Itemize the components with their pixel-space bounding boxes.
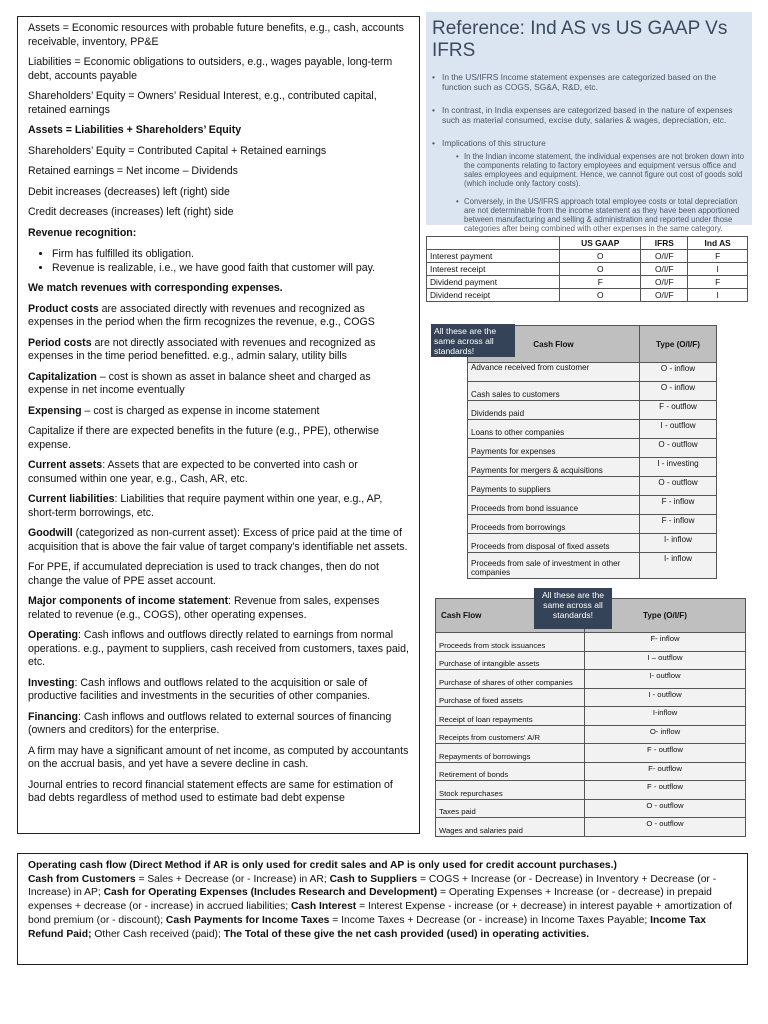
liabilities-definition: Liabilities = Economic obligations to outsiders, e.g., wages payable, long-term debt, accounts payable (28, 56, 393, 82)
cash-flow-item: Proceeds from stock issuances (436, 633, 585, 652)
column-header (427, 237, 560, 250)
table-row (436, 781, 746, 800)
cash-flow-item: Payments to suppliers (468, 477, 640, 496)
definition: are associated directly with revenues and recognized as expenses in the period when the firm recognizes the revenue, e.g., COGS (28, 302, 375, 328)
term: Product costs (28, 302, 99, 315)
term: Operating (28, 629, 79, 641)
cash-flow-item: Repayments of borrowings (436, 744, 585, 763)
cash-flow-type: O - inflow (640, 382, 717, 401)
cash-flow-item: Cash sales to customers (468, 382, 640, 401)
term: Expensing (28, 404, 82, 417)
income-statement-components (28, 595, 409, 622)
table-row (468, 382, 717, 401)
table-row (436, 670, 746, 689)
table-row (427, 263, 748, 276)
reference-bullet: • Implications of this structure (432, 138, 746, 148)
cash-flow-item: Loans to other companies (468, 420, 640, 439)
table-row (468, 458, 717, 477)
table-row (427, 250, 748, 263)
table-row (468, 477, 717, 496)
cash-flow-item: Wages and salaries paid (436, 818, 585, 837)
table-row (436, 725, 746, 744)
cash-flow-item: Receipt of loan repayments (436, 707, 585, 726)
net-income-note: A firm may have a significant amount of net income, as computed by accountants on the accrual basis, and yet have a severe decline in cash. (28, 744, 409, 770)
cash-flow-item: Proceeds from sale of investment in other companies (468, 553, 640, 579)
cash-flow-type: F - outflow (585, 781, 746, 800)
table-row (436, 707, 746, 726)
cash-flow-type: F- inflow (585, 633, 746, 652)
definition: : Revenue from sales, expenses related to revenue (e.g., COGS), other operating expenses. (28, 595, 380, 621)
table-cell: O (560, 289, 641, 302)
definition: : Liabilities that require payment within one year, e.g., AP, short-term borrowings, etc. (28, 493, 383, 519)
definition: : Cash inflows and outflows related to the acquisition or sale of productive facilities and investments in the securities of other companies. (28, 676, 371, 702)
period-costs (28, 337, 409, 364)
revenue-bullet: • Revenue is realizable, i.e., we have good faith that customer will pay. (52, 261, 409, 275)
term: Cash from Customers (28, 873, 136, 885)
column-header: Cash Flow (468, 326, 640, 363)
definition: : Assets that are expected to be converted into cash or consumed within one year, e.g., Cash, AR, etc. (28, 459, 358, 485)
cash-flow-type: F - inflow (640, 496, 717, 515)
term: Cash Payments for Income Taxes (165, 914, 330, 926)
row-label: Dividend receipt (427, 289, 560, 302)
table-cell: O/I/F (641, 263, 688, 276)
cash-flow-item: Dividends paid (468, 401, 640, 420)
equity-definition: Shareholders’ Equity = Owners’ Residual Interest, e.g., contributed capital, retained earnings (28, 90, 377, 116)
product-costs (28, 303, 409, 330)
capitalize-note: Capitalize if there are expected benefits in the future (e.g., PPE), otherwise expense. (28, 425, 379, 451)
cash-flow-type: I – outflow (585, 651, 746, 670)
definition: : Cash inflows and outflows directly related to earnings from normal operations. e.g., payment to suppliers, cash received from customers, taxes paid, etc. (28, 629, 409, 668)
reference-bullet: • In contrast, in India expenses are categorized based in the nature of expenses such as material consumed, excise duty, salaries & wages, depreciation, etc. (432, 105, 746, 125)
table-cell: I (688, 263, 748, 276)
capitalization (28, 371, 409, 398)
table-cell: O/I/F (641, 276, 688, 289)
accounting-equation-text: Assets = Liabilities + Shareholders’ Equity (28, 124, 242, 136)
cash-flow-type: F - inflow (640, 515, 717, 534)
cash-flow-item: Payments for expenses (468, 439, 640, 458)
reference-sub-bullet: • In the Indian income statement, the individual expenses are not broken down into the components relating to factory employees and equipment versus office and sales employees and equipment. Hence, we cannot figure out cost of goods sold (which include only factory costs). (432, 152, 746, 188)
table-row (468, 496, 717, 515)
cash-flow-type: I- inflow (640, 534, 717, 553)
reference-sub-bullet: • Conversely, in the US/IFRS approach total employee costs or total depreciation are not determinable from the income statement as they have been apportioned between manufacturing and selling & administration and reported under those categories after being combined with other expenses in the same category. (432, 197, 746, 233)
cash-flow-type: F- outflow (585, 762, 746, 781)
cash-flow-item: Proceeds from disposal of fixed assets (468, 534, 640, 553)
cash-flow-type: I - outflow (640, 420, 717, 439)
reference-title: Reference: Ind AS vs US GAAP Vs IFRS (432, 18, 728, 61)
term: Financing (28, 710, 79, 723)
equity-formula: Shareholders’ Equity = Contributed Capital + Retained earnings (28, 144, 327, 157)
cash-flow-type: F - outflow (585, 744, 746, 763)
table-row (468, 534, 717, 553)
reference-bullet: • In the US/IFRS Income statement expenses are categorized based on the function such as COGS, SG&A, R&D, etc. (432, 72, 746, 92)
column-header: Cash Flow (436, 599, 585, 633)
table-row (436, 651, 746, 670)
definitions-panel (17, 16, 420, 834)
table-cell: O (560, 250, 641, 263)
definition: : Cash inflows and outflows related to external sources of financing (owners and creditors) for the enterprise. (28, 710, 392, 736)
cash-flow-type: O - inflow (640, 363, 717, 382)
accounting-equation (28, 124, 409, 138)
cash-flow-item: Taxes paid (436, 799, 585, 818)
retained-earnings-formula: Retained earnings = Net income – Dividends (28, 165, 238, 177)
cash-flow-item: Purchase of shares of other companies (436, 670, 585, 689)
table-row (427, 276, 748, 289)
cash-flow-table-2 (435, 598, 746, 837)
row-label: Dividend payment (427, 276, 560, 289)
cash-flow-item: Retirement of bonds (436, 762, 585, 781)
table-row (468, 420, 717, 439)
cash-flow-type: O - outflow (640, 477, 717, 496)
same-across-standards-callout: All these are the same across all standards! (534, 588, 612, 629)
cash-flow-item: Stock repurchases (436, 781, 585, 800)
term: Major components of income statement (28, 595, 229, 607)
table-row (436, 762, 746, 781)
table-row (468, 515, 717, 534)
cash-flow-item: Purchase of intangible assets (436, 651, 585, 670)
table-row (436, 818, 746, 837)
journal-entries-note: Journal entries to record financial statement effects are same for estimation of bad debts regardless of method used to estimate bad debt expense (28, 778, 393, 804)
formula: = COGS + Increase (or - Decrease) in Inventory + Decrease (or - Increase) in AP; (28, 873, 717, 899)
table-row (468, 439, 717, 458)
cash-flow-type: I-inflow (585, 707, 746, 726)
operating-cash-flow-box (17, 853, 748, 965)
table-row (436, 744, 746, 763)
formula: = Sales + Decrease (or - Increase) in AR; (135, 873, 330, 885)
cash-flow-item: Proceeds from bond issuance (468, 496, 640, 515)
table-row (468, 401, 717, 420)
current-assets (28, 459, 409, 486)
cash-flow-item: Payments for mergers & acquisitions (468, 458, 640, 477)
assets-definition: Assets = Economic resources with probable future benefits, e.g., cash, accounts receivable, inventory, PP&E (28, 22, 404, 48)
standards-comparison-table (426, 236, 748, 302)
term: Cash for Operating Expenses (Includes Research and Development) (103, 887, 438, 899)
definition: – cost is charged as expense in income statement (81, 404, 320, 417)
matching-principle-text: We match revenues with corresponding expenses. (28, 282, 283, 294)
table-row (468, 363, 717, 382)
cash-flow-type: O - outflow (585, 799, 746, 818)
credit-rule: Credit decreases (increases) left (right) side (28, 206, 234, 218)
matching-principle (28, 282, 409, 296)
revenue-bullet: • Firm has fulfilled its obligation. (52, 247, 409, 261)
cash-flow-item: Proceeds from borrowings (468, 515, 640, 534)
investing-activities (28, 677, 409, 704)
summary: The Total of these give the net cash provided (used) in operating activities. (223, 928, 590, 940)
row-label: Interest receipt (427, 263, 560, 276)
operating-cash-flow-heading: Operating cash flow (Direct Method if AR is only used for credit sales and AP is only used for credit account purchases.) (28, 860, 617, 871)
revenue-recognition-heading (28, 227, 409, 241)
table-cell: F (688, 250, 748, 263)
table-cell: O/I/F (641, 289, 688, 302)
cash-flow-type: I- inflow (640, 553, 717, 579)
reference-slide (426, 12, 752, 233)
revenue-recognition-heading-text: Revenue recognition: (28, 226, 137, 239)
same-across-standards-callout: All these are the same across all standards! (431, 324, 515, 357)
revenue-recognition-list (28, 247, 409, 275)
table-row (436, 688, 746, 707)
table-row (436, 633, 746, 652)
term: Income Tax Refund Paid; (28, 914, 706, 940)
term: Investing (28, 676, 75, 689)
financing-activities (28, 711, 409, 738)
column-header: US GAAP (560, 237, 641, 250)
term: Cash Interest (290, 901, 357, 913)
term: Capitalization (28, 370, 97, 383)
formula: = Operating Expenses + Increase (or - decrease) in prepaid expenses + decrease (or - increase) in accrued liabilities; (28, 887, 712, 913)
formula: Other Cash received (paid); (91, 928, 224, 940)
term: Cash to Suppliers (329, 873, 418, 885)
cash-flow-item: Receipts from customers' A/R (436, 725, 585, 744)
table-row (436, 799, 746, 818)
current-liabilities (28, 493, 409, 520)
row-label: Interest payment (427, 250, 560, 263)
column-header: Ind AS (688, 237, 748, 250)
expensing (28, 405, 409, 419)
cash-flow-type: I- outflow (585, 670, 746, 689)
table-cell: I (688, 289, 748, 302)
term: Current liabilities (28, 493, 115, 505)
definition: are not directly associated with revenues and recognized as expenses in the time period benefitted. e.g., admin salary, utility bills (28, 336, 376, 362)
cash-flow-item: Advance received from customer (468, 363, 640, 382)
formula: = Interest Expense - increase (or + decrease) in interest payable + amortization of bond premium (or - discount); (28, 901, 732, 926)
cash-flow-type: O- inflow (585, 725, 746, 744)
cash-flow-type: I - outflow (585, 688, 746, 707)
table-cell: O (560, 263, 641, 276)
definition: (categorized as non-current asset): Excess of price paid at the time of acquisition that is above the fair value of target company's identifiable net assets. (28, 527, 408, 553)
term: Goodwill (28, 527, 73, 539)
cash-flow-type: F - outflow (640, 401, 717, 420)
ppe-note: For PPE, if accumulated depreciation is used to track changes, then do not change the value of PPE asset account. (28, 561, 379, 587)
cash-flow-type: O - outflow (640, 439, 717, 458)
formula: = Income Taxes + Decrease (or - increase) in Income Taxes Payable; (329, 914, 651, 926)
cash-flow-table-1 (467, 325, 717, 579)
operating-activities (28, 629, 409, 670)
term: Period costs (28, 336, 92, 349)
goodwill (28, 527, 409, 554)
column-header: Type (O/I/F) (585, 599, 746, 633)
table-header-row (427, 237, 748, 250)
table-row (427, 289, 748, 302)
debit-rule: Debit increases (decreases) left (right) side (28, 185, 230, 198)
cash-flow-item: Purchase of fixed assets (436, 688, 585, 707)
term: Current assets (28, 459, 103, 471)
definition: – cost is shown as asset in balance sheet and charged as expense in net income eventually (28, 370, 371, 396)
table-cell: F (560, 276, 641, 289)
table-cell: O/I/F (641, 250, 688, 263)
table-row (468, 553, 717, 579)
table-cell: F (688, 276, 748, 289)
cash-flow-type: O - outflow (585, 818, 746, 837)
column-header: IFRS (641, 237, 688, 250)
cash-flow-type: I - investing (640, 458, 717, 477)
column-header: Type (O/I/F) (640, 326, 717, 363)
